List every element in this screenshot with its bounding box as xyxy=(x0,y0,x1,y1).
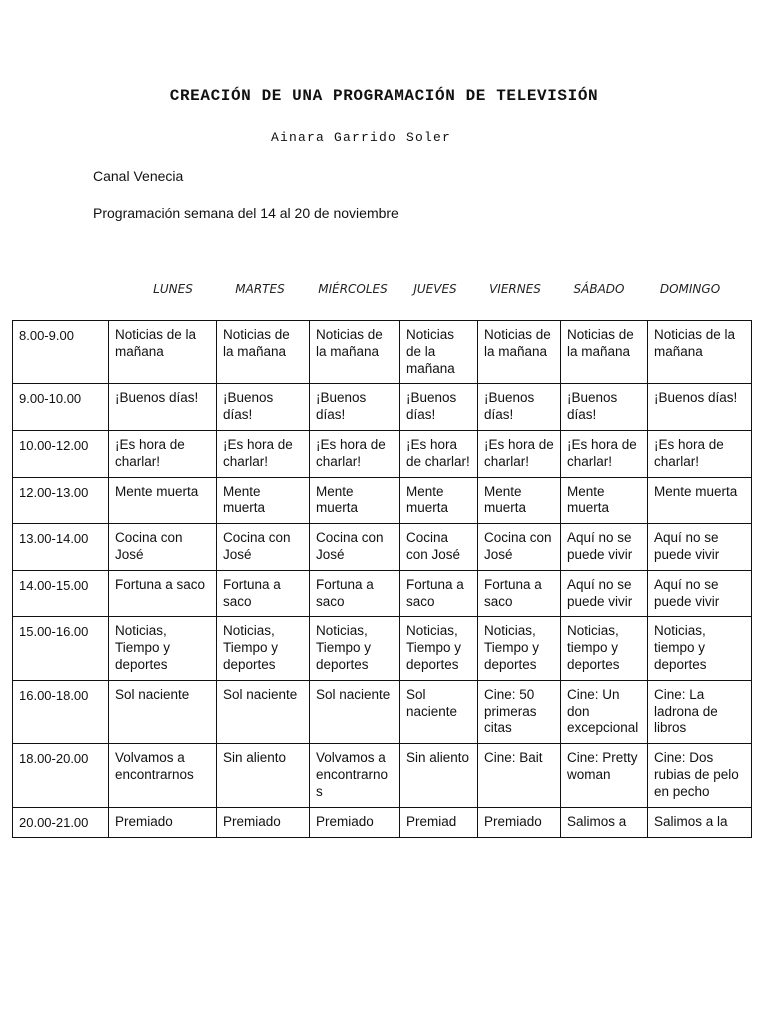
program-cell-tuesday: Noticias, Tiempo y deportes xyxy=(217,617,310,680)
program-cell-monday: Cocina con José xyxy=(109,524,217,571)
program-cell-monday: Fortuna a saco xyxy=(109,570,217,617)
program-cell-tuesday: ¡Es hora de charlar! xyxy=(217,430,310,477)
program-cell-friday: Cine: 50 primeras citas xyxy=(478,680,561,743)
program-cell-wednesday: Premiado xyxy=(310,807,400,838)
program-cell-sunday: Aquí no se puede vivir xyxy=(648,524,752,571)
program-cell-sunday: ¡Es hora de charlar! xyxy=(648,430,752,477)
program-cell-thursday: Mente muerta xyxy=(400,477,478,524)
program-cell-saturday: Salimos a xyxy=(561,807,648,838)
program-cell-thursday: Noticias, Tiempo y deportes xyxy=(400,617,478,680)
program-cell-wednesday: Noticias de la mañana xyxy=(310,321,400,384)
program-cell-thursday: Sol naciente xyxy=(400,680,478,743)
program-cell-sunday: ¡Buenos días! xyxy=(648,384,752,431)
document-title: CREACIÓN DE UNA PROGRAMACIÓN DE TELEVISIÓN xyxy=(169,87,599,105)
time-slot-cell: 15.00-16.00 xyxy=(13,617,109,680)
program-cell-monday: Mente muerta xyxy=(109,477,217,524)
program-cell-thursday: Noticias de la mañana xyxy=(400,321,478,384)
program-cell-sunday: Noticias, tiempo y deportes xyxy=(648,617,752,680)
program-cell-tuesday: Mente muerta xyxy=(217,477,310,524)
program-cell-wednesday: Cocina con José xyxy=(310,524,400,571)
time-slot-cell: 12.00-13.00 xyxy=(13,477,109,524)
day-label-tuesday: MARTES xyxy=(235,282,285,296)
program-cell-wednesday: Fortuna a saco xyxy=(310,570,400,617)
program-cell-monday: ¡Buenos días! xyxy=(109,384,217,431)
program-cell-tuesday: Premiado xyxy=(217,807,310,838)
program-cell-tuesday: Noticias de la mañana xyxy=(217,321,310,384)
program-cell-saturday: Cine: Un don excepcional xyxy=(561,680,648,743)
day-label-friday: VIERNES xyxy=(489,282,541,296)
program-cell-saturday: Noticias, tiempo y deportes xyxy=(561,617,648,680)
program-cell-friday: Cocina con José xyxy=(478,524,561,571)
schedule-body xyxy=(13,321,752,838)
program-cell-friday: ¡Buenos días! xyxy=(478,384,561,431)
schedule-row xyxy=(13,384,752,431)
schedule-row xyxy=(13,321,752,384)
day-label-thursday: JUEVES xyxy=(413,282,457,296)
program-cell-saturday: Aquí no se puede vivir xyxy=(561,524,648,571)
program-cell-monday: Noticias de la mañana xyxy=(109,321,217,384)
program-cell-friday: Cine: Bait xyxy=(478,744,561,807)
program-cell-thursday: Fortuna a saco xyxy=(400,570,478,617)
program-cell-friday: Mente muerta xyxy=(478,477,561,524)
time-slot-cell: 9.00-10.00 xyxy=(13,384,109,431)
program-cell-sunday: Aquí no se puede vivir xyxy=(648,570,752,617)
schedule-row xyxy=(13,744,752,807)
program-cell-wednesday: Sol naciente xyxy=(310,680,400,743)
channel-name: Canal Venecia xyxy=(93,168,184,184)
program-cell-wednesday: Volvamos a encontrarnos xyxy=(310,744,400,807)
program-cell-saturday: Noticias de la mañana xyxy=(561,321,648,384)
program-cell-sunday: Noticias de la mañana xyxy=(648,321,752,384)
program-cell-friday: Fortuna a saco xyxy=(478,570,561,617)
program-cell-saturday: Mente muerta xyxy=(561,477,648,524)
schedule-row xyxy=(13,477,752,524)
time-slot-cell: 18.00-20.00 xyxy=(13,744,109,807)
program-cell-thursday: ¡Es hora de charlar! xyxy=(400,430,478,477)
program-cell-tuesday: Cocina con José xyxy=(217,524,310,571)
program-cell-wednesday: ¡Es hora de charlar! xyxy=(310,430,400,477)
program-cell-saturday: Aquí no se puede vivir xyxy=(561,570,648,617)
program-cell-friday: Noticias de la mañana xyxy=(478,321,561,384)
program-cell-wednesday: Mente muerta xyxy=(310,477,400,524)
program-cell-thursday: ¡Buenos días! xyxy=(400,384,478,431)
program-cell-friday: ¡Es hora de charlar! xyxy=(478,430,561,477)
week-heading: Programación semana del 14 al 20 de noviembre xyxy=(93,205,399,221)
day-label-monday: LUNES xyxy=(153,282,193,296)
day-label-sunday: DOMINGO xyxy=(659,282,721,296)
program-cell-sunday: Mente muerta xyxy=(648,477,752,524)
program-cell-tuesday: Fortuna a saco xyxy=(217,570,310,617)
schedule-row xyxy=(13,680,752,743)
program-cell-saturday: ¡Es hora de charlar! xyxy=(561,430,648,477)
program-cell-monday: ¡Es hora de charlar! xyxy=(109,430,217,477)
program-cell-thursday: Sin aliento xyxy=(400,744,478,807)
program-cell-monday: Sol naciente xyxy=(109,680,217,743)
program-cell-tuesday: Sol naciente xyxy=(217,680,310,743)
schedule-row xyxy=(13,570,752,617)
program-cell-thursday: Premiad xyxy=(400,807,478,838)
program-cell-tuesday: Sin aliento xyxy=(217,744,310,807)
program-cell-saturday: ¡Buenos días! xyxy=(561,384,648,431)
program-cell-thursday: Cocina con José xyxy=(400,524,478,571)
time-slot-cell: 16.00-18.00 xyxy=(13,680,109,743)
program-cell-wednesday: Noticias, Tiempo y deportes xyxy=(310,617,400,680)
day-label-saturday: SÁBADO xyxy=(573,282,625,296)
program-cell-sunday: Cine: Dos rubias de pelo en pecho xyxy=(648,744,752,807)
schedule-row xyxy=(13,617,752,680)
time-slot-cell: 8.00-9.00 xyxy=(13,321,109,384)
program-cell-sunday: Salimos a la xyxy=(648,807,752,838)
program-cell-monday: Volvamos a encontrarnos xyxy=(109,744,217,807)
program-cell-friday: Premiado xyxy=(478,807,561,838)
time-slot-cell: 10.00-12.00 xyxy=(13,430,109,477)
program-cell-monday: Premiado xyxy=(109,807,217,838)
author-name: Ainara Garrido Soler xyxy=(270,130,452,145)
schedule-row xyxy=(13,430,752,477)
program-cell-friday: Noticias, Tiempo y deportes xyxy=(478,617,561,680)
program-cell-monday: Noticias, Tiempo y deportes xyxy=(109,617,217,680)
program-cell-tuesday: ¡Buenos días! xyxy=(217,384,310,431)
schedule-table xyxy=(12,320,752,838)
day-label-wednesday: MIÉRCOLES xyxy=(318,282,388,296)
program-cell-saturday: Cine: Pretty woman xyxy=(561,744,648,807)
weekday-header xyxy=(0,282,768,302)
time-slot-cell: 13.00-14.00 xyxy=(13,524,109,571)
schedule-row xyxy=(13,524,752,571)
time-slot-cell: 14.00-15.00 xyxy=(13,570,109,617)
time-slot-cell: 20.00-21.00 xyxy=(13,807,109,838)
schedule-row xyxy=(13,807,752,838)
program-cell-sunday: Cine: La ladrona de libros xyxy=(648,680,752,743)
program-cell-wednesday: ¡Buenos días! xyxy=(310,384,400,431)
